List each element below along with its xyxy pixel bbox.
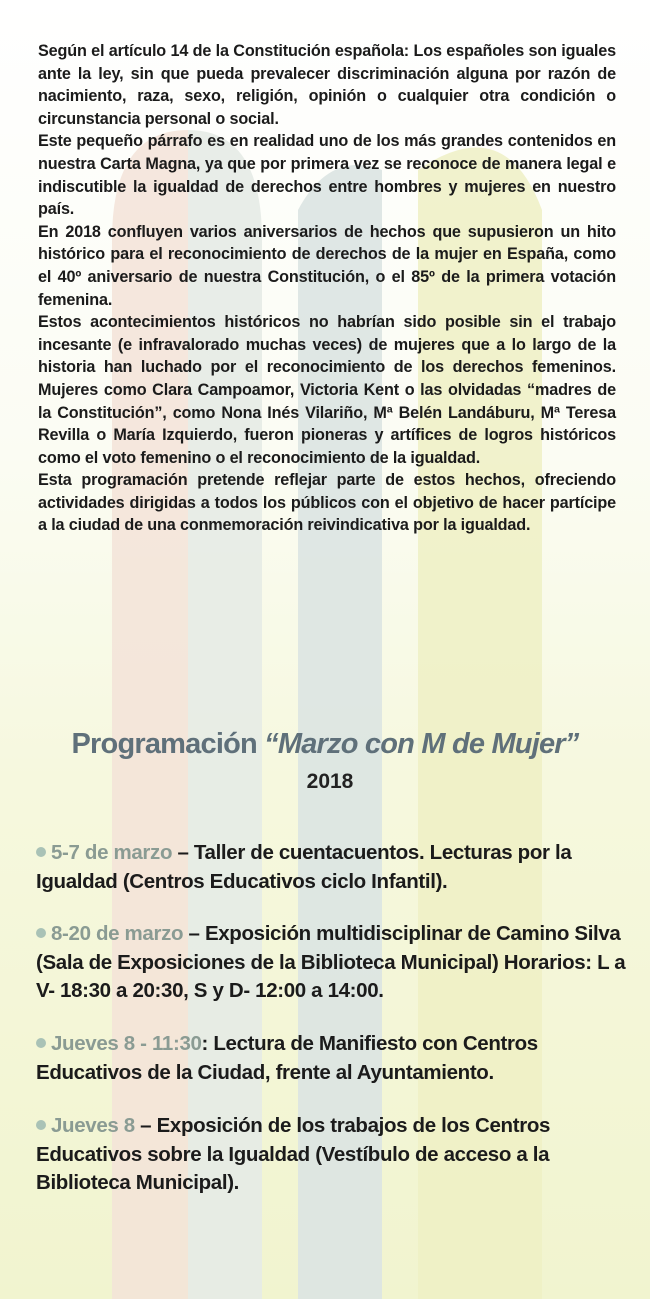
event-date: 5-7 de marzo — [51, 841, 173, 864]
event-item — [36, 920, 626, 1006]
programme-title-quoted: “Marzo con M de Mujer” — [264, 728, 579, 760]
event-date: 8-20 de marzo — [51, 922, 184, 945]
event-description: Lectura de Manifiesto con Centros Educativos de la Ciudad, frente al Ayuntamiento. — [36, 1032, 538, 1084]
event-item — [36, 839, 626, 896]
intro-text — [38, 40, 616, 537]
event-separator: – — [172, 841, 194, 864]
bullet-icon — [36, 847, 46, 857]
event-item — [36, 1112, 626, 1198]
programme-title-prefix: Programación — [71, 728, 265, 760]
event-item — [36, 1030, 626, 1087]
event-separator: – — [183, 922, 205, 945]
bullet-icon — [36, 928, 46, 938]
intro-paragraph: Según el artículo 14 de la Constitución española: Los españoles son iguales ante la ley, sin que pueda prevalecer discriminación alguna por razón de nacimiento, raza, sexo, religión, opinión o cualquier otra condición o circunstancia personal o social. — [38, 42, 616, 128]
programme-year: 2018 — [306, 770, 354, 793]
intro-paragraph: En 2018 confluyen varios aniversarios de hechos que supusieron un hito histórico para el reconocimiento de derechos de la mujer en España, como el 40º aniversario de nuestra Constitución, o el 85º de la primera votación femenina. — [38, 222, 616, 309]
event-description: Exposición multidisciplinar de Camino Silva (Sala de Exposiciones de la Biblioteca Municipal) Horarios: L a V- 18:30 a 20:30, S y D- 12:00 a 14:00. — [36, 922, 626, 1002]
event-date: Jueves 8 — [51, 1114, 135, 1137]
intro-paragraph: Este pequeño párrafo es en realidad uno de los más grandes contenidos en nuestra Carta Magna, ya que por primera vez se reconoce de manera legal e indiscutible la igualdad de derechos entre hombres y mujeres en nuestro país. — [38, 132, 616, 219]
intro-paragraph: Estos acontecimientos históricos no habrían sido posible sin el trabajo incesante (e infravalorado muchas veces) de mujeres que a lo largo de la historia han luchado por el reconocimiento de los derechos femeninos. Mujeres como Clara Campoamor, Victoria Kent o las olvidadas “madres de la Constitución”, como Nona Inés Vilariño, Mª Belén Landáburu, Mª Teresa Revilla o María Izquierdo, fueron pioneras y artífices de logros históricos como el voto femenino o el reconocimiento de la igualdad. — [38, 313, 616, 467]
event-description: Exposición de los trabajos de los Centros Educativos sobre la Igualdad (Vestíbulo de acceso a la Biblioteca Municipal). — [36, 1114, 551, 1194]
event-separator: – — [134, 1114, 157, 1137]
programme-title — [0, 728, 650, 761]
event-description: Taller de cuentacuentos. Lecturas por la Igualdad (Centros Educativos ciclo Infantil). — [36, 841, 572, 893]
intro-paragraph: Esta programación pretende reflejar parte de estos hechos, ofreciendo actividades dirigidas a todos los públicos con el objetivo de hacer partícipe a la ciudad de una conmemoración reivindicativa por la igualdad. — [38, 471, 616, 535]
event-separator: : — [201, 1032, 214, 1055]
bullet-icon — [36, 1120, 46, 1130]
event-date: Jueves 8 - 11:30 — [51, 1032, 202, 1055]
bullet-icon — [36, 1038, 46, 1048]
